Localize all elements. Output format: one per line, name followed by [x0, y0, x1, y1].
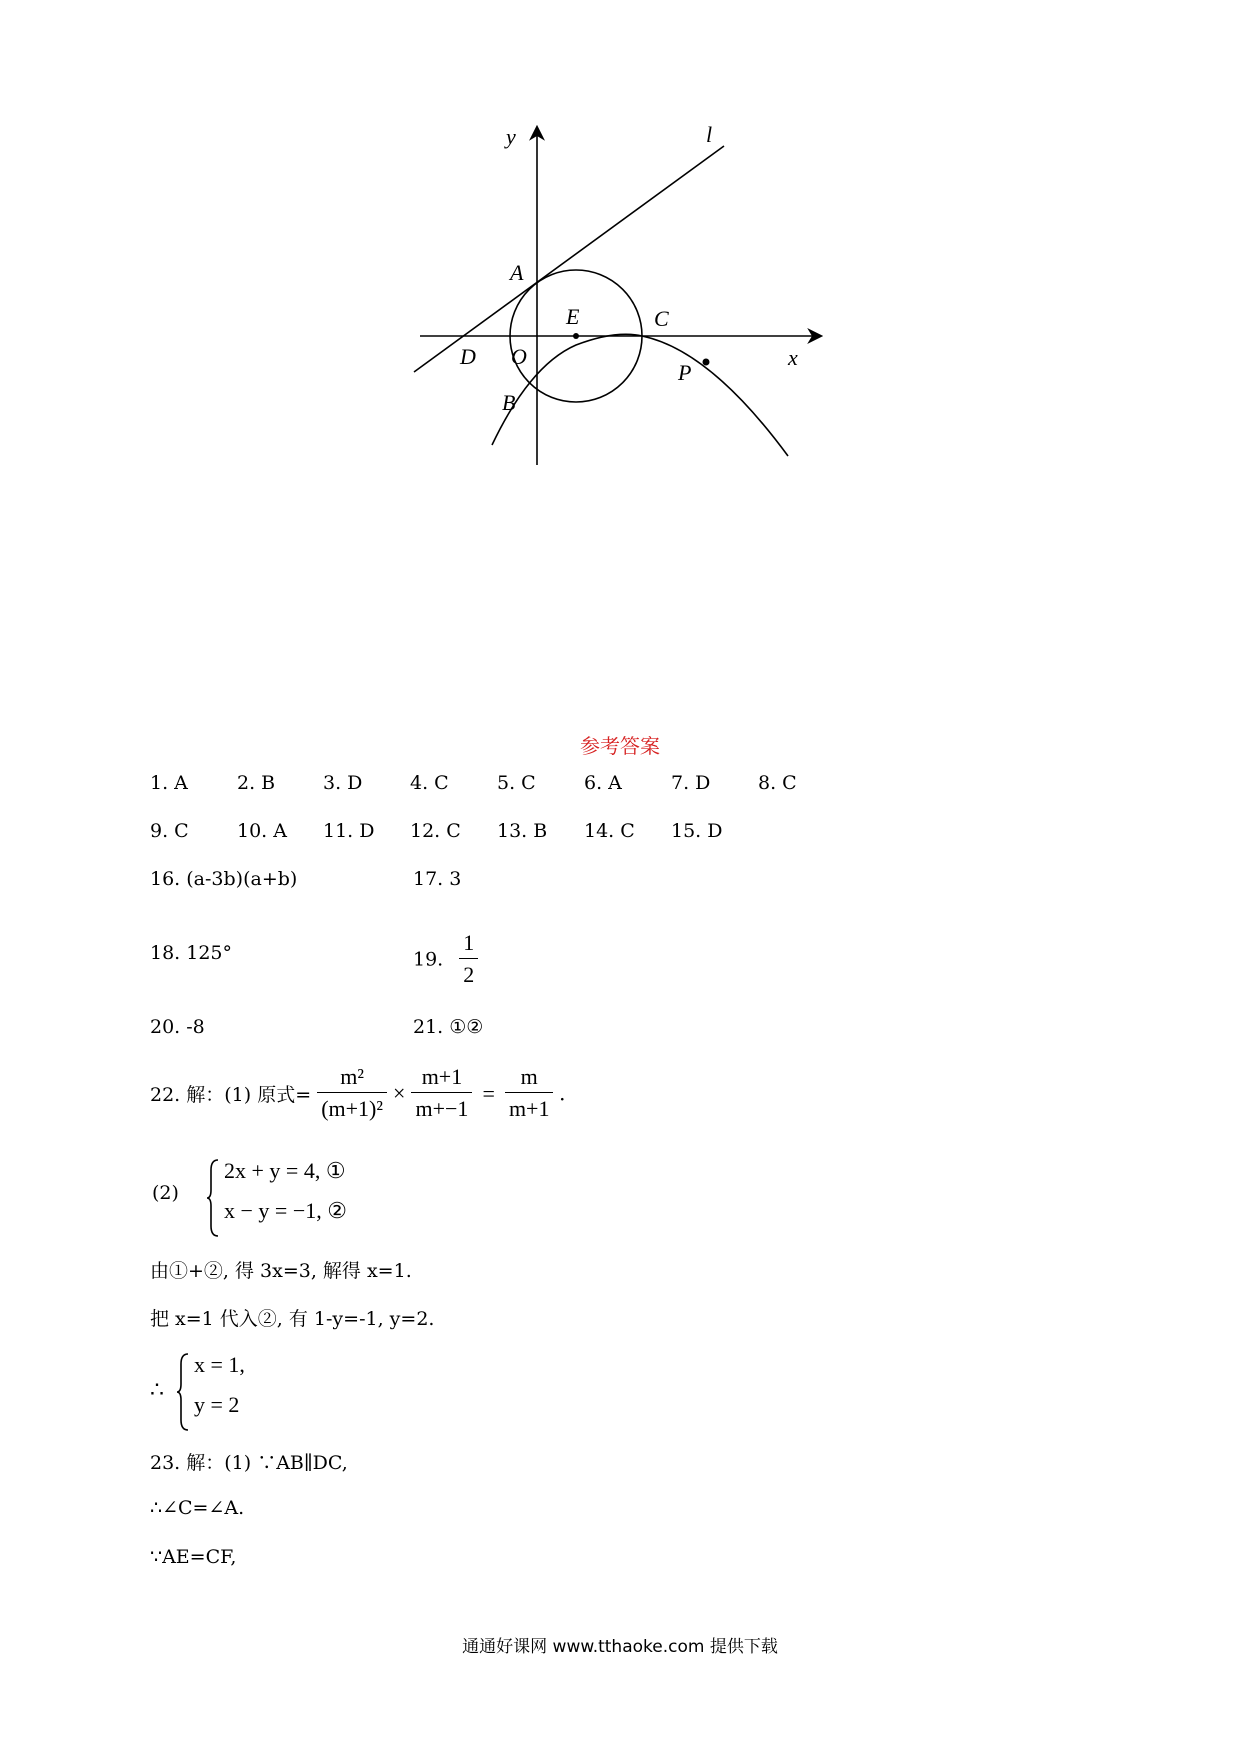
geometry-figure [410, 120, 830, 465]
q22-f1-den: (m+1)² [321, 1096, 383, 1121]
choice-answer: 6. A [584, 772, 622, 794]
q22-fraction-1 [317, 1062, 387, 1125]
choice-answer: 11. D [323, 820, 375, 842]
choice-answer: 4. C [410, 772, 449, 794]
q22-part2-label: (2) [152, 1182, 179, 1204]
q22-system [206, 1158, 386, 1238]
q23-line-1: 23. 解：(1) ∵AB∥DC, [150, 1452, 348, 1474]
q22-equation-1: 2x + y = 4, ① [224, 1158, 346, 1183]
line-l [414, 146, 724, 372]
q22-fraction-2 [411, 1062, 472, 1125]
answer-16: 16. (a-3b)(a+b) [150, 868, 298, 890]
answer-18: 18. 125° [150, 942, 233, 964]
label-x: x [788, 345, 798, 370]
q22-prefix: 22. 解：(1) 原式= [150, 1084, 312, 1106]
choice-answer: 2. B [237, 772, 276, 794]
choice-answer: 8. C [758, 772, 797, 794]
q22-f2-den: m+−1 [415, 1096, 469, 1121]
choice-answer: 14. C [584, 820, 635, 842]
point-p [703, 359, 710, 366]
label-l: l [706, 122, 713, 147]
q22-f3-den: m+1 [508, 1096, 550, 1121]
label-c: C [654, 306, 669, 331]
answer-19 [413, 928, 478, 991]
left-brace-icon [206, 1158, 220, 1238]
label-e: E [566, 304, 580, 329]
q22-solution [176, 1352, 296, 1432]
answers-title: 参考答案 [580, 734, 660, 758]
q22-times: × [393, 1080, 406, 1106]
q22-fraction-3 [505, 1062, 554, 1125]
fraction-half [459, 928, 478, 991]
q22-equation-2: x − y = −1, ② [224, 1198, 347, 1223]
point-e [573, 333, 579, 339]
choice-answer: 15. D [671, 820, 723, 842]
choice-answer: 12. C [410, 820, 461, 842]
fraction-numerator: 1 [459, 928, 478, 959]
answer-22-part1 [150, 1062, 565, 1125]
answer-21: 21. ①② [413, 1016, 484, 1038]
label-d: D [460, 344, 476, 369]
choice-answer: 5. C [497, 772, 536, 794]
choice-answer: 7. D [671, 772, 711, 794]
choice-answer: 1. A [150, 772, 188, 794]
choice-answer: 13. B [497, 820, 548, 842]
label-p: P [678, 360, 692, 385]
q22-solution-x: x = 1, [194, 1352, 245, 1377]
choice-answer: 10. A [237, 820, 287, 842]
answer-19-label: 19. [413, 948, 444, 971]
label-y: y [506, 124, 516, 149]
q22-f1-num: m² [317, 1062, 387, 1093]
q23-line-2: ∴∠C=∠A. [150, 1497, 245, 1519]
q22-end: . [559, 1080, 566, 1106]
q22-step-1: 由①+②, 得 3x=3, 解得 x=1. [150, 1260, 412, 1282]
left-brace-icon [176, 1352, 190, 1432]
q22-step-2: 把 x=1 代入②, 有 1-y=-1, y=2. [150, 1308, 435, 1330]
q23-line-3: ∵AE=CF, [150, 1546, 237, 1568]
q22-equals: = [482, 1080, 495, 1106]
label-b: B [502, 390, 516, 415]
footer: 通通好课网 www.tthaoke.com 提供下载 [462, 1637, 778, 1657]
choice-answer: 3. D [323, 772, 363, 794]
choice-answer: 9. C [150, 820, 189, 842]
q22-solution-y: y = 2 [194, 1392, 240, 1417]
answer-20: 20. -8 [150, 1016, 205, 1038]
label-a: A [510, 260, 524, 285]
fraction-denominator: 2 [463, 962, 475, 987]
q22-f3-num: m [505, 1062, 554, 1093]
q22-f2-num: m+1 [411, 1062, 472, 1093]
answer-17: 17. 3 [413, 868, 462, 890]
label-o: O [511, 344, 527, 369]
therefore-symbol: ∴ [150, 1378, 164, 1403]
